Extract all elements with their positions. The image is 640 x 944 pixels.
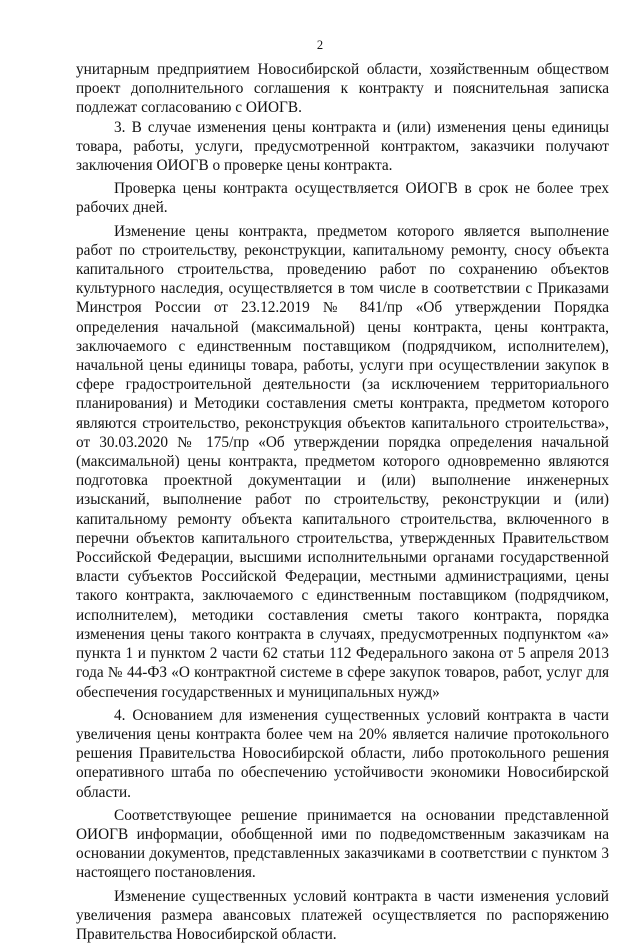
paragraph-item-4: 4. Основанием для изменения существенных условий контракта в части увеличения цены контракта более чем на 20% является наличие протокольного решения Правительства Новосибирской области, либо протокольного решения оперативного штаба по обеспечению устойчивости экономики Новосибирской области.: [76, 706, 609, 801]
page-number: 2: [316, 38, 324, 52]
paragraph-continuation: унитарным предприятием Новосибирской области, хозяйственным обществом проект дополнительного соглашения к контракту и пояснительная записка подлежат согласованию с ОИОГВ.: [76, 61, 609, 117]
paragraph-advance-payments: Изменение существенных условий контракта в части изменения условий увеличения размера авансовых платежей осуществляется по распоряжению Правительства Новосибирской области.: [76, 887, 609, 943]
paragraph-item-3: 3. В случае изменения цены контракта и (или) изменения цены единицы товара, работы, услуги, предусмотренной контрактом, заказчики получают заключения ОИОГВ о проверке цены контракта.: [76, 118, 609, 175]
document-body: [76, 60, 609, 944]
paragraph-construction-price: Изменение цены контракта, предметом которого является выполнение работ по строительству, реконструкции, капитальному ремонту, сносу объекта капитального строительства, проведению работ по сохранению объектов культурного наследия, осуществляется в том числе в соответствии с Приказами Минстроя России от 23.12.2019 № 841/пр «Об утверждении Порядка определения начальной (максимальной) цены контракта, цены контракта, заключаемого с единственным поставщиком (подрядчиком, исполнителем), начальной цены единицы товара, работы, услуги при осуществлении закупок в сфере градостроительной деятельности (за исключением территориального планирования) и Методики составления сметы контракта, предметом которого являются строительство, реконструкция объектов капитального строительства», от 30.03.2020 № 175/пр «Об утверждении порядка определения начальной (максимальной) цены контракта, предметом которого одновременно являются подготовка проектной документации и (или) выполнение инженерных изысканий, выполнение работ по строительству, реконструкции и (или) капитальному ремонту объекта капитального строительства, включенного в перечни объектов капитального строительства, утвержденных Правительством Российской Федерации, высшими исполнительными органами государственной власти субъектов Российской Федерации, местными администрациями, цены такого контракта, заключаемого с единственным поставщиком (подрядчиком, исполнителем), методики составления сметы такого контракта, порядка изменения цены такого контракта в случаях, предусмотренных подпунктом «а» пункта 1 и пунктом 2 части 62 статьи 112 Федерального закона от 5 апреля 2013 года № 44-ФЗ «О контрактной системе в сфере закупок товаров, работ, услуг для обеспечения государственных и муниципальных нужд»: [76, 222, 609, 701]
paragraph-price-check: Проверка цены контракта осуществляется ОИОГВ в срок не более трех рабочих дней.: [76, 180, 609, 217]
paragraph-decision: Соответствующее решение принимается на основании представленной ОИОГВ информации, обобщенной ими по подведомственным заказчикам на основании документов, представленных заказчиками в соответствии с пунктом 3 настоящего постановления.: [76, 806, 609, 882]
